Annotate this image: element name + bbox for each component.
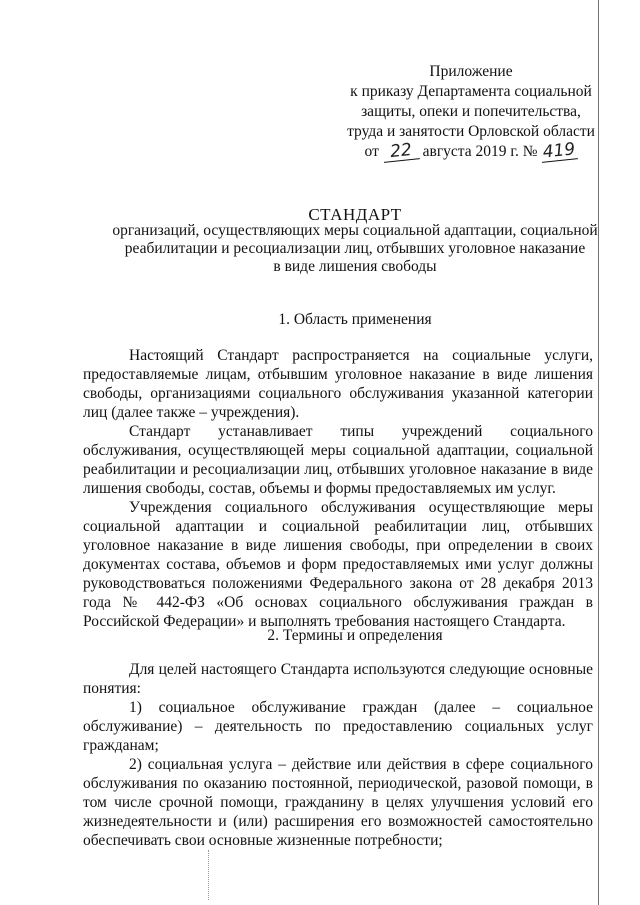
- document-subtitle: [100, 222, 610, 276]
- appendix-date-line: [346, 139, 596, 163]
- handwritten-day: 22: [382, 140, 420, 163]
- handwritten-order-number: 419: [542, 139, 577, 163]
- scan-edge-line: [598, 0, 599, 905]
- subtitle-line: организаций, осуществляющих меры социальной адаптации, социальной: [112, 222, 598, 239]
- date-prefix: от: [364, 143, 379, 160]
- paragraph: 2) социальная услуга – действие или действия в сфере социального обслуживания по оказанию постоянной, периодической, разовой помощи, в том числе срочной помощи, гражданину в целях улучшения условий его жизнедеятельности и (или) расширения его возможностей самостоятельно обеспечивать свои основные жизненные потребности;: [83, 756, 593, 849]
- subtitle-line: в виде лишения свободы: [273, 258, 437, 275]
- paragraph: 1) социальное обслуживание граждан (далее – социальное обслуживание) – деятельность по предоставлению социальных услуг гражданам;: [83, 699, 593, 754]
- section-heading-terms: 2. Термины и определения: [267, 627, 443, 644]
- date-rest: августа 2019 г. №: [422, 143, 538, 160]
- section-heading-scope: 1. Область применения: [278, 311, 432, 328]
- section-scope-body: [83, 346, 593, 631]
- appendix-line: Приложение: [429, 63, 513, 80]
- appendix-line: труда и занятости Орловской области: [347, 123, 595, 140]
- paragraph: Настоящий Стандарт распространяется на социальные услуги, предоставляемые лицам, отбывшим уголовное наказание в виде лишения свободы, организациями социального обслуживания указанной категории лиц (далее также – учреждения).: [83, 347, 593, 421]
- section-terms-body: [83, 660, 593, 850]
- appendix-line: защиты, опеки и попечительства,: [361, 103, 581, 120]
- appendix-block: [346, 62, 596, 162]
- subtitle-line: реабилитации и ресоциализации лиц, отбывших уголовное наказание: [124, 240, 586, 257]
- scan-dotted-mark: [208, 850, 210, 900]
- paragraph: Стандарт устанавливает типы учреждений социального обслуживания, осуществляющей меры социальной адаптации, социальной реабилитации и ресоциализации лиц, отбывших уголовное наказание в виде лишения свободы, состав, объемы и формы предоставляемых им услуг.: [83, 423, 593, 497]
- document-title: СТАНДАРТ: [308, 205, 402, 224]
- appendix-line: к приказу Департамента социальной: [350, 83, 592, 100]
- paragraph: Для целей настоящего Стандарта используются следующие основные понятия:: [83, 661, 593, 697]
- paragraph: Учреждения социального обслуживания осуществляющие меры социальной адаптации и социальной реабилитации лиц, отбывших уголовное наказание в виде лишения свободы, при определении в своих документах состава, объемов и форм предоставляемых ими услуг должны руководствоваться положениями Федерального закона от 28 декабря 2013 года № 442-ФЗ «Об основах социального обслуживания граждан в Российской Федерации» и выполнять требования настоящего Стандарта.: [83, 499, 593, 630]
